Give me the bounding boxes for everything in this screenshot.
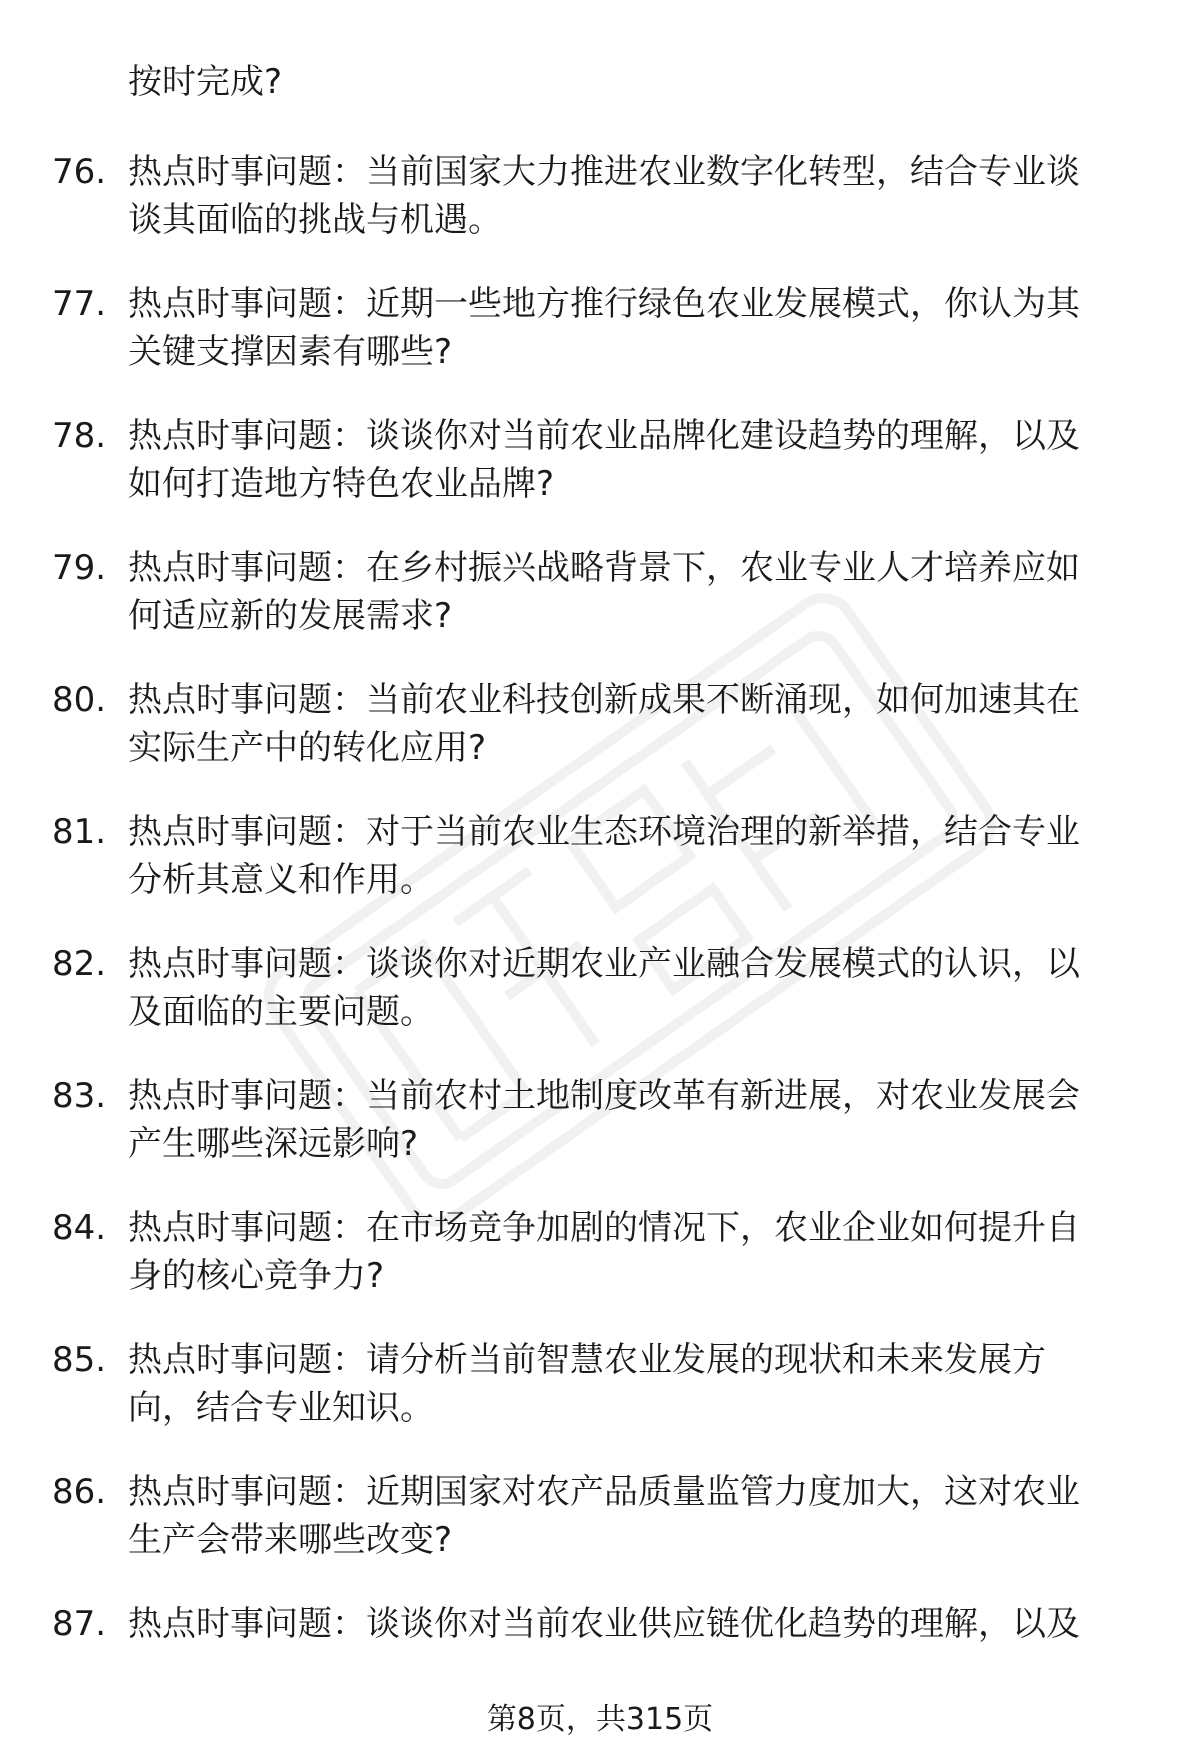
question-text-line: 热点时事问题：当前国家大力推进农业数字化转型，结合专业谈 [128, 152, 1080, 192]
question-number: 82. [52, 944, 107, 984]
question-text [128, 676, 1148, 772]
question-text [128, 280, 1148, 376]
question-text [128, 940, 1148, 1036]
question-number: 78. [52, 416, 107, 456]
question-text-line: 热点时事问题：在乡村振兴战略背景下，农业专业人才培养应如 [128, 548, 1080, 588]
question-list [0, 148, 1200, 1732]
question-item [0, 280, 1200, 412]
question-text-line: 关键支撑因素有哪些? [128, 332, 453, 372]
question-number: 87. [52, 1604, 107, 1644]
question-number: 85. [52, 1340, 107, 1380]
question-text-line: 及面临的主要问题。 [128, 992, 434, 1032]
question-item [0, 808, 1200, 940]
question-item [0, 1204, 1200, 1336]
question-text-line: 实际生产中的转化应用? [128, 728, 487, 768]
question-text [128, 544, 1148, 640]
question-text-line: 热点时事问题：近期一些地方推行绿色农业发展模式，你认为其 [128, 284, 1080, 324]
question-text [128, 148, 1148, 244]
question-text [128, 1204, 1148, 1300]
question-text-line: 热点时事问题：当前农村土地制度改革有新进展，对农业发展会 [128, 1076, 1080, 1116]
question-number: 81. [52, 812, 107, 852]
question-text-line: 产生哪些深远影响? [128, 1124, 419, 1164]
question-item [0, 1336, 1200, 1468]
question-text-line: 热点时事问题：当前农业科技创新成果不断涌现，如何加速其在 [128, 680, 1080, 720]
question-text-line: 生产会带来哪些改变? [128, 1520, 453, 1560]
question-text-line: 谈其面临的挑战与机遇。 [128, 200, 502, 240]
question-number: 79. [52, 548, 107, 588]
question-number: 84. [52, 1208, 107, 1248]
question-text [128, 1468, 1148, 1564]
question-number: 76. [52, 152, 107, 192]
question-text-line: 热点时事问题：请分析当前智慧农业发展的现状和未来发展方 [128, 1340, 1046, 1380]
question-text-line: 如何打造地方特色农业品牌? [128, 464, 555, 504]
question-item [0, 412, 1200, 544]
question-text-line: 向，结合专业知识。 [128, 1388, 434, 1428]
question-item [0, 544, 1200, 676]
question-text-line: 热点时事问题：对于当前农业生态环境治理的新举措，结合专业 [128, 812, 1080, 852]
continuation-text: 按时完成? [128, 62, 283, 102]
question-text [128, 1600, 1148, 1648]
question-text [128, 412, 1148, 508]
question-text-line: 身的核心竞争力? [128, 1256, 385, 1296]
question-text-line: 热点时事问题：在市场竞争加剧的情况下，农业企业如何提升自 [128, 1208, 1080, 1248]
question-item [0, 148, 1200, 280]
question-text [128, 1072, 1148, 1168]
question-text-line: 热点时事问题：谈谈你对当前农业供应链优化趋势的理解，以及 [128, 1604, 1080, 1644]
question-text [128, 1336, 1148, 1432]
question-number: 77. [52, 284, 107, 324]
question-text-line: 热点时事问题：谈谈你对当前农业品牌化建设趋势的理解，以及 [128, 416, 1080, 456]
question-item [0, 1072, 1200, 1204]
question-number: 86. [52, 1472, 107, 1512]
question-text-line: 何适应新的发展需求? [128, 596, 453, 636]
page-footer: 第8页，共315页 [486, 1702, 714, 1737]
question-text-line: 热点时事问题：谈谈你对近期农业产业融合发展模式的认识，以 [128, 944, 1080, 984]
question-number: 83. [52, 1076, 107, 1116]
question-item [0, 1468, 1200, 1600]
question-text [128, 808, 1148, 904]
question-item [0, 676, 1200, 808]
question-item [0, 940, 1200, 1072]
question-text-line: 分析其意义和作用。 [128, 860, 434, 900]
question-text-line: 热点时事问题：近期国家对农产品质量监管力度加大，这对农业 [128, 1472, 1080, 1512]
question-number: 80. [52, 680, 107, 720]
